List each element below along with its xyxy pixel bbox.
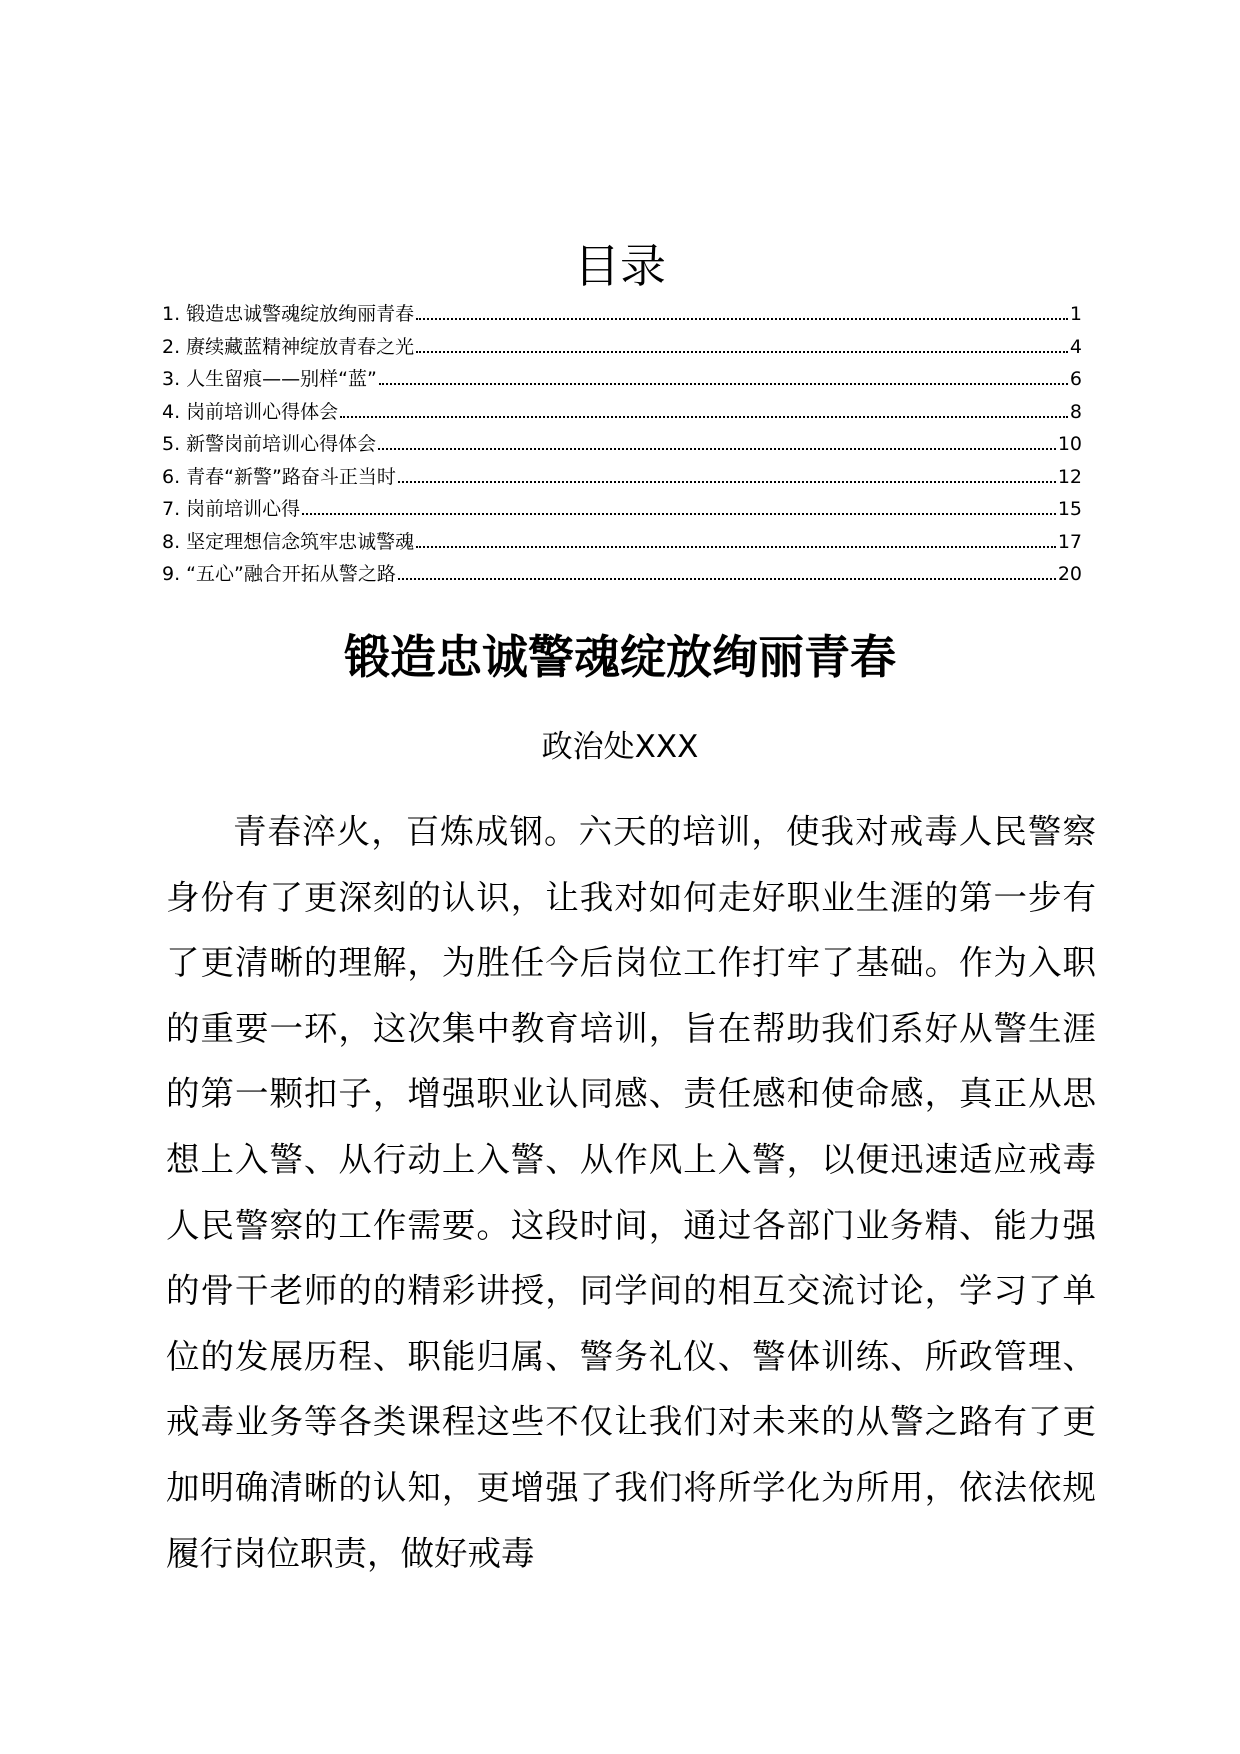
toc-leader-dots — [378, 448, 1056, 450]
toc-leader-dots — [379, 383, 1068, 385]
toc-item-number: 4. — [162, 400, 181, 423]
toc-item-title: 坚定理想信念筑牢忠诚警魂 — [186, 530, 415, 553]
toc-item-page: 4 — [1069, 335, 1082, 358]
toc-item-number: 9. — [162, 563, 181, 585]
toc-item[interactable] — [162, 558, 1082, 591]
toc-item[interactable] — [162, 298, 1082, 331]
toc-item-title: 锻造忠诚警魂绽放绚丽青春 — [186, 303, 415, 325]
toc-item-page: 17 — [1057, 530, 1082, 553]
toc-item-page: 8 — [1069, 400, 1082, 423]
toc-item-page: 6 — [1069, 368, 1082, 390]
toc-item[interactable] — [162, 428, 1082, 461]
toc-item-number: 3. — [162, 368, 181, 390]
toc-item-title: “五心”融合开拓从警之路 — [186, 563, 396, 585]
toc-item-title: 新警岗前培训心得体会 — [186, 433, 377, 455]
toc-leader-dots — [416, 546, 1056, 548]
article-paragraph: 青春淬火，百炼成钢。六天的培训，使我对戒毒人民警察身份有了更深刻的认识，让我对如何走好职业生涯的第一步有了更清晰的理解，为胜任今后岗位工作打牢了基础。作为入职的重要一环，这次集中教育培训，旨在帮助我们系好从警生涯的第一颗扣子，增强职业认同感、责任感和使命感，真正从思想上入警、从行动上入警、从作风上入警，以便迅速适应戒毒人民警察的工作需要。这段时间，通过各部门业务精、能力强的骨干老师的的精彩讲授，同学间的相互交流讨论，学习了单位的发展历程、职能归属、警务礼仪、警体训练、所政管理、戒毒业务等各类课程这些不仅让我们对未来的从警之路有了更加明确清晰的认知，更增强了我们将所学化为所用，依法依规履行岗位职责，做好戒毒 — [166, 812, 1096, 1573]
toc-item-page: 10 — [1057, 433, 1082, 455]
toc-item-number: 2. — [162, 335, 181, 358]
toc-heading: 目录 — [574, 239, 666, 293]
toc-item-page: 1 — [1069, 303, 1082, 325]
toc-item[interactable] — [162, 493, 1082, 526]
toc-item-number: 1. — [162, 303, 181, 325]
article-title: 锻造忠诚警魂绽放绚丽青春 — [344, 630, 896, 684]
toc-item-page: 12 — [1057, 465, 1082, 488]
toc-leader-dots — [398, 481, 1056, 483]
toc-item[interactable] — [162, 526, 1082, 559]
toc-item-number: 5. — [162, 433, 181, 455]
article-author: 政治处XXX — [541, 729, 699, 765]
toc-item[interactable] — [162, 396, 1082, 429]
toc-item[interactable] — [162, 461, 1082, 494]
toc-leader-dots — [302, 513, 1056, 515]
toc-leader-dots — [416, 318, 1068, 320]
toc-leader-dots — [398, 578, 1056, 580]
toc-item-title: 青春“新警”路奋斗正当时 — [186, 465, 396, 488]
toc-item-page: 15 — [1057, 498, 1082, 520]
toc-item[interactable] — [162, 363, 1082, 396]
toc-item[interactable] — [162, 331, 1082, 364]
toc-leader-dots — [416, 351, 1068, 353]
toc-item-page: 20 — [1057, 563, 1082, 585]
toc-leader-dots — [340, 416, 1068, 418]
toc-item-number: 8. — [162, 530, 181, 553]
table-of-contents — [162, 298, 1082, 591]
toc-item-title: 人生留痕——别样“蓝” — [186, 368, 377, 390]
toc-item-number: 6. — [162, 465, 181, 488]
toc-item-title: 赓续藏蓝精神绽放青春之光 — [186, 335, 415, 358]
toc-item-title: 岗前培训心得 — [186, 498, 301, 520]
toc-item-number: 7. — [162, 498, 181, 520]
toc-item-title: 岗前培训心得体会 — [186, 400, 339, 423]
